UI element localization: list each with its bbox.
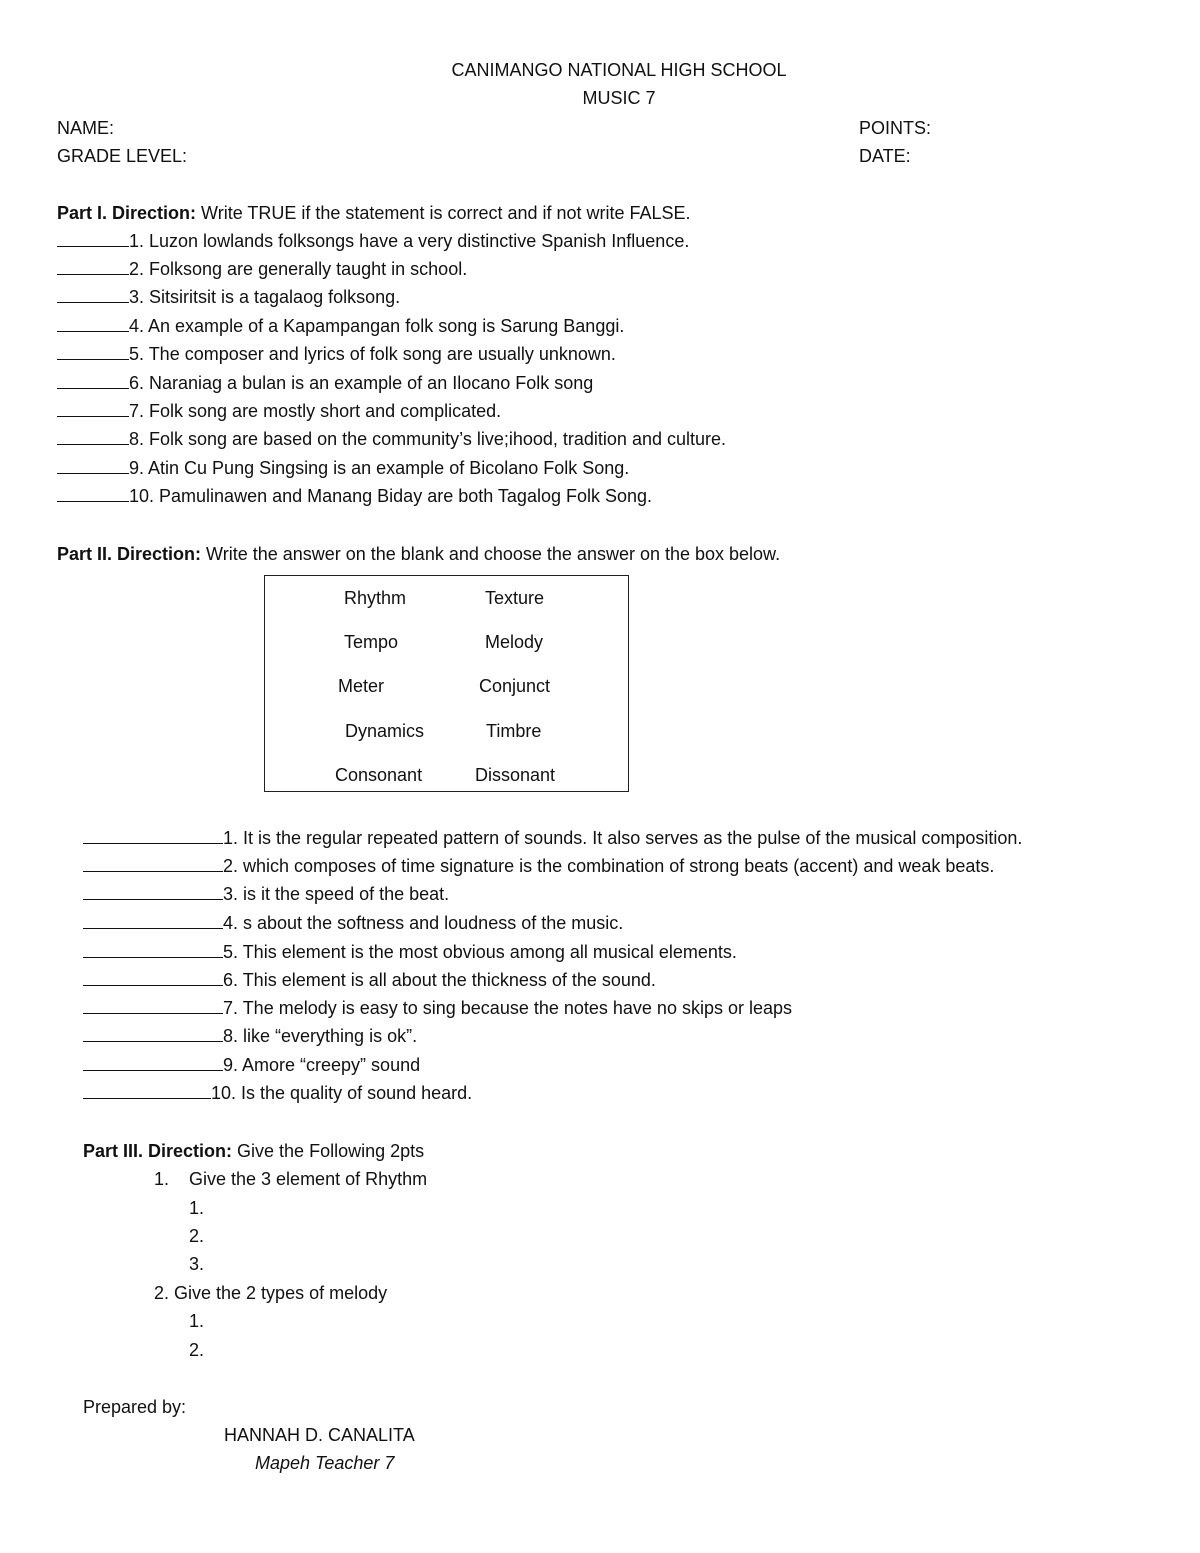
part1-item-text: 4. An example of a Kapampangan folk song is Sarung Banggi. [129, 316, 625, 336]
word-bank-box [264, 575, 629, 792]
part1-item-text: 2. Folksong are generally taught in school. [129, 259, 468, 279]
part2-item-text: 9. Amore “creepy” sound [223, 1055, 421, 1075]
part3-q1-sub: 3. [189, 1254, 205, 1274]
answer-blank[interactable] [83, 1082, 211, 1099]
part2-item [83, 855, 994, 877]
answer-blank[interactable] [83, 827, 223, 844]
part2-item [83, 1054, 420, 1076]
answer-blank[interactable] [57, 428, 129, 445]
part3-q1-sub: 1. [189, 1198, 205, 1218]
word-bank-item: Dissonant [475, 765, 556, 785]
part2-item-text: 4. s about the softness and loudness of the music. [223, 913, 624, 933]
part2-item [83, 883, 449, 905]
part1-direction [57, 202, 691, 224]
answer-blank[interactable] [83, 1025, 223, 1042]
points-label: POINTS: [859, 118, 932, 138]
answer-blank[interactable] [57, 400, 129, 417]
part3-q2-sub: 2. [189, 1340, 205, 1360]
word-bank-item: Dynamics [345, 721, 425, 741]
word-bank-item: Rhythm [344, 588, 407, 608]
answer-blank[interactable] [57, 485, 129, 502]
name-label: NAME: [57, 118, 115, 138]
part2-item-text: 10. Is the quality of sound heard. [211, 1083, 473, 1103]
part3-direction [83, 1140, 424, 1162]
part3-direction-text: Give the Following 2pts [232, 1141, 425, 1161]
part1-heading: Part I. Direction: [57, 203, 197, 223]
word-bank-item: Texture [485, 588, 545, 608]
part3-q1-number: 1. [154, 1169, 170, 1189]
part1-item-text: 5. The composer and lyrics of folk song are usually unknown. [129, 344, 616, 364]
part1-item [57, 457, 629, 479]
answer-blank[interactable] [83, 969, 223, 986]
answer-blank[interactable] [57, 286, 129, 303]
school-name: CANIMANGO NATIONAL HIGH SCHOOL [451, 60, 787, 80]
part2-item [83, 997, 792, 1019]
part3-heading: Part III. Direction: [83, 1141, 233, 1161]
answer-blank[interactable] [57, 258, 129, 275]
part1-item [57, 428, 726, 450]
part1-item [57, 372, 593, 394]
prepared-by-label: Prepared by: [83, 1397, 187, 1417]
part2-item [83, 827, 1022, 849]
part1-item [57, 230, 689, 252]
part1-item [57, 343, 616, 365]
part3-q2-sub: 1. [189, 1311, 205, 1331]
part2-item-text: 3. is it the speed of the beat. [223, 884, 450, 904]
answer-blank[interactable] [57, 457, 129, 474]
part1-item-text: 6. Naraniag a bulan is an example of an Ilocano Folk song [129, 373, 594, 393]
part2-item [83, 1082, 472, 1104]
answer-blank[interactable] [57, 315, 129, 332]
part2-item-text: 1. It is the regular repeated pattern of sounds. It also serves as the pulse of the musical composition. [223, 828, 1023, 848]
answer-blank[interactable] [83, 997, 223, 1014]
answer-blank[interactable] [83, 1054, 223, 1071]
part1-item-text: 1. Luzon lowlands folksongs have a very distinctive Spanish Influence. [129, 231, 690, 251]
answer-blank[interactable] [57, 230, 129, 247]
teacher-name: HANNAH D. CANALITA [224, 1425, 415, 1445]
grade-level-label: GRADE LEVEL: [57, 146, 188, 166]
part3-q1: Give the 3 element of Rhythm [189, 1169, 428, 1189]
word-bank-item: Conjunct [479, 676, 551, 696]
part2-item [83, 1025, 417, 1047]
answer-blank[interactable] [57, 372, 129, 389]
word-bank-item: Consonant [335, 765, 423, 785]
part2-heading: Part II. Direction: [57, 544, 202, 564]
date-label: DATE: [859, 146, 911, 166]
part3-q1-sub: 2. [189, 1226, 205, 1246]
answer-blank[interactable] [57, 343, 129, 360]
part2-item-text: 2. which composes of time signature is the combination of strong beats (accent) and weak beats. [223, 856, 995, 876]
answer-blank[interactable] [83, 912, 223, 929]
word-bank-item: Meter [338, 676, 385, 696]
part2-item-text: 7. The melody is easy to sing because the notes have no skips or leaps [223, 998, 793, 1018]
part1-item [57, 315, 624, 337]
part1-item-text: 10. Pamulinawen and Manang Biday are both Tagalog Folk Song. [129, 486, 653, 506]
part1-item-text: 9. Atin Cu Pung Singsing is an example of Bicolano Folk Song. [129, 458, 630, 478]
answer-blank[interactable] [83, 941, 223, 958]
part1-item-text: 7. Folk song are mostly short and complicated. [129, 401, 502, 421]
part2-item-text: 5. This element is the most obvious among all musical elements. [223, 942, 737, 962]
part1-item [57, 400, 501, 422]
part1-item [57, 485, 652, 507]
part2-item-text: 6. This element is all about the thickness of the sound. [223, 970, 656, 990]
part1-item-text: 8. Folk song are based on the community’s live;ihood, tradition and culture. [129, 429, 727, 449]
subject-title: MUSIC 7 [582, 88, 656, 108]
part3-q2: 2. Give the 2 types of melody [154, 1283, 388, 1303]
word-bank-item: Tempo [344, 632, 399, 652]
part1-item-text: 3. Sitsiritsit is a tagalaog folksong. [129, 287, 401, 307]
part2-direction-text: Write the answer on the blank and choose the answer on the box below. [201, 544, 781, 564]
teacher-role: Mapeh Teacher 7 [255, 1453, 395, 1473]
part1-item [57, 286, 400, 308]
answer-blank[interactable] [83, 855, 223, 872]
part2-item [83, 912, 623, 934]
part1-direction-text: Write TRUE if the statement is correct and if not write FALSE. [196, 203, 691, 223]
part2-item-text: 8. like “everything is ok”. [223, 1026, 418, 1046]
word-bank-item: Melody [485, 632, 544, 652]
part2-item [83, 969, 656, 991]
part2-direction [57, 543, 780, 565]
part2-item [83, 941, 737, 963]
part1-item [57, 258, 467, 280]
word-bank-item: Timbre [486, 721, 542, 741]
answer-blank[interactable] [83, 883, 223, 900]
